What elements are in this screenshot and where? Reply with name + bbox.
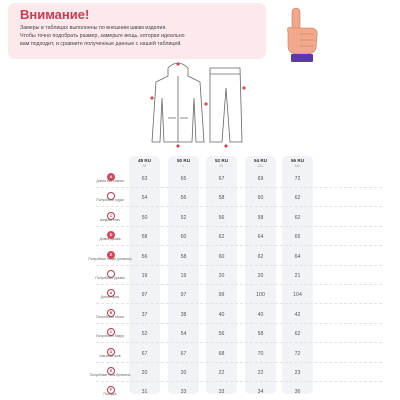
notice-line-3: вам подходит, и сравните полученные данные с нашей таблицей.: [20, 41, 182, 47]
table-cell: 20: [180, 370, 187, 376]
table-cell: 38: [180, 311, 187, 318]
table-cell: 65: [294, 234, 301, 241]
table-cell: 62: [294, 195, 301, 202]
table-cell: 58: [257, 214, 264, 221]
table-cell: 56: [180, 195, 187, 202]
measure-letter-badge: F: [107, 386, 115, 394]
size-sub: 2XL: [257, 164, 264, 168]
table-cell: 22: [218, 370, 225, 376]
table-cell: 20: [218, 273, 225, 279]
measure-label: Полуобхват груди: [96, 198, 124, 203]
table-cell: 33: [218, 389, 225, 396]
table-cell: 64: [257, 234, 264, 241]
table-cell: 50: [141, 214, 148, 221]
size-sub: XL: [219, 164, 224, 168]
jacket-pants-diagram: [148, 58, 248, 150]
table-cell: 52: [141, 331, 148, 338]
table-cell: 62: [294, 331, 301, 338]
row-separator: [96, 323, 382, 324]
measure-label: Полуобхват бедер (резинка): [88, 256, 132, 261]
table-cell: 31: [141, 389, 148, 396]
table-cell: 19: [180, 273, 187, 279]
row-separator: [96, 284, 382, 285]
notice-box: [8, 3, 266, 59]
table-cell: 40: [218, 311, 225, 318]
table-cell: 63: [141, 176, 148, 182]
measure-letter-badge: C: [107, 328, 115, 336]
table-cell: 70: [257, 350, 264, 357]
table-cell: 58: [180, 253, 187, 260]
table-cell: 58: [218, 195, 225, 202]
table-cell: 54: [180, 331, 187, 338]
notice-line-2: Чтобы точно подобрать размер, замерьте вещь, которая идеально: [20, 33, 185, 39]
table-cell: 22: [257, 370, 264, 376]
notice-line-1: Замеры в таблицах выполнены по внешним швам изделия.: [20, 25, 167, 31]
size-header: 48 RU: [137, 158, 152, 163]
size-header: 54 RU: [253, 158, 268, 163]
table-cell: 56: [141, 253, 148, 260]
table-cell: 62: [218, 234, 225, 241]
row-separator: [96, 245, 382, 246]
table-cell: 40: [257, 311, 264, 318]
size-sub: M: [143, 164, 146, 168]
table-cell: 20: [141, 370, 148, 376]
table-cell: 97: [141, 292, 148, 299]
table-cell: 36: [294, 389, 301, 396]
measure-letter-badge: E: [107, 367, 115, 375]
table-cell: 58: [257, 331, 264, 338]
table-cell: 60: [257, 195, 264, 202]
table-cell: 62: [257, 253, 264, 260]
measure-letter-badge: C: [107, 212, 115, 220]
row-separator: [96, 265, 382, 266]
measure-letter-badge: A: [107, 289, 115, 297]
table-cell: 56: [218, 214, 225, 221]
notice-title: Внимание!: [20, 7, 90, 22]
table-cell: 68: [218, 350, 225, 357]
table-cell: 67: [180, 350, 187, 357]
measure-letter-badge: B: [107, 309, 115, 317]
table-cell: 20: [257, 273, 264, 279]
size-header: 50 RU: [176, 158, 191, 163]
measure-label: Полуобхват талии: [96, 314, 124, 319]
table-cell: 65: [180, 176, 187, 182]
measure-letter-badge: E: [107, 251, 115, 259]
size-sub: L: [182, 164, 185, 168]
table-cell: 104: [293, 292, 302, 299]
table-cell: 72: [294, 350, 301, 357]
measure-letter-badge: D: [107, 231, 115, 239]
table-cell: 37: [141, 311, 148, 318]
pointing-hand-icon: [276, 6, 326, 66]
row-separator: [96, 303, 382, 304]
table-cell: 99: [218, 292, 225, 299]
measure-label: Шаговый шов: [99, 353, 121, 358]
table-cell: 67: [141, 350, 148, 357]
table-cell: 21: [294, 273, 301, 279]
row-separator: [96, 206, 382, 207]
measure-label: Полуобхват бедер: [95, 334, 125, 339]
measure-label: Полуобхват рукава: [95, 276, 125, 280]
table-cell: 33: [180, 389, 187, 396]
measure-letter-badge: A: [107, 173, 115, 181]
table-cell: 60: [180, 234, 187, 241]
measure-label: Ширина плеч: [99, 217, 121, 222]
table-cell: 52: [180, 214, 187, 221]
measure-label: Длина брюк: [100, 295, 120, 300]
measure-label: Полуобхват низа брючины: [89, 373, 131, 377]
table-cell: 62: [294, 214, 301, 221]
row-separator: [96, 381, 382, 382]
measure-label: Посадка: [103, 392, 117, 397]
table-cell: 58: [141, 234, 148, 241]
table-cell: 60: [218, 253, 225, 260]
size-header: 56 RU: [290, 158, 305, 163]
table-cell: 100: [256, 292, 265, 299]
measure-letter-badge: D: [107, 348, 115, 356]
table-cell: 69: [257, 176, 264, 182]
table-cell: 56: [218, 331, 225, 338]
table-cell: 34: [257, 389, 264, 396]
table-cell: 42: [294, 311, 301, 318]
row-separator: [96, 187, 382, 188]
table-cell: 54: [141, 195, 148, 202]
size-header: 52 RU: [214, 158, 229, 163]
table-cell: 64: [294, 253, 301, 260]
measure-label: Длина без планки: [96, 179, 124, 183]
row-separator: [96, 342, 382, 343]
table-cell: 67: [218, 176, 225, 182]
table-cell: 72: [294, 176, 301, 182]
row-separator: [96, 226, 382, 227]
table-cell: 97: [180, 292, 187, 299]
row-separator: [96, 362, 382, 363]
table-cell: 23: [294, 370, 301, 376]
measure-label: Длина рукава: [99, 237, 121, 242]
size-sub: 3XL: [294, 164, 301, 168]
table-cell: 19: [141, 273, 148, 279]
